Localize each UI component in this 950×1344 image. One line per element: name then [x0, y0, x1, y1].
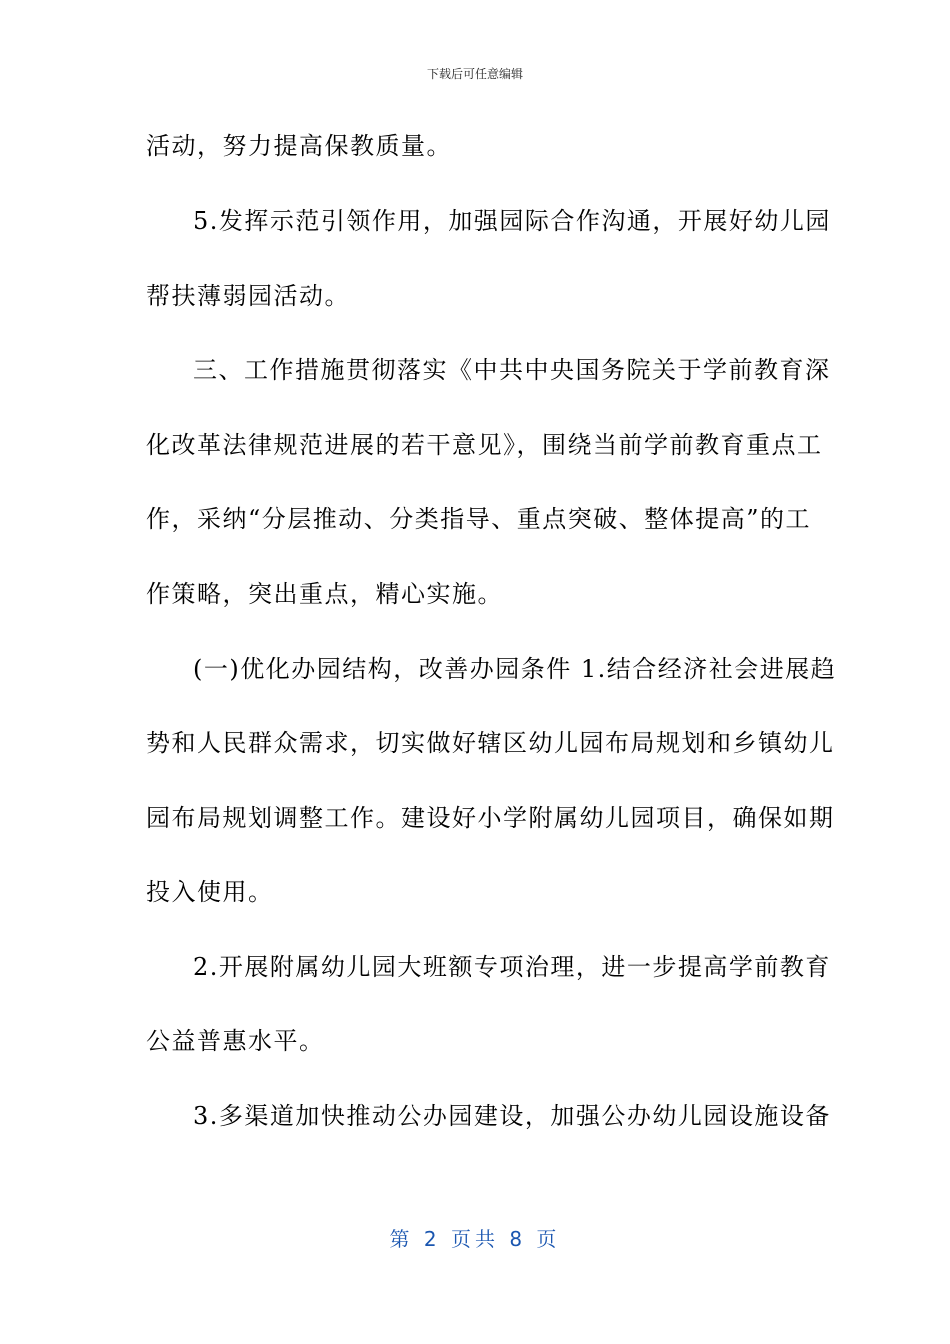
- body-line: 化改革法律规范进展的若干意见》，围绕当前学前教育重点工: [146, 431, 823, 459]
- page-number-label: 第 2 页共 8 页: [389, 1227, 561, 1251]
- body-line: 2.开展附属幼儿园大班额专项治理，进一步提高学前教育: [193, 953, 831, 981]
- body-line: 势和人民群众需求，切实做好辖区幼儿园布局规划和乡镇幼儿: [146, 729, 835, 757]
- body-line: 作，采纳“分层推动、分类指导、重点突破、整体提高”的工: [146, 505, 812, 533]
- header-note: 下载后可任意编辑: [426, 67, 523, 81]
- body-line: 公益普惠水平。: [146, 1027, 325, 1055]
- body-line: 活动，努力提高保教质量。: [146, 132, 452, 160]
- body-line: 投入使用。: [146, 878, 274, 906]
- page-number-footer: [0, 1226, 950, 1252]
- body-line: 3.多渠道加快推动公办园建设，加强公办幼儿园设施设备: [193, 1102, 831, 1130]
- body-line: 帮扶薄弱园活动。: [146, 282, 350, 310]
- body-line: 三、工作措施贯彻落实《中共中央国务院关于学前教育深: [193, 356, 831, 384]
- body-line: (一)优化办园结构，改善办园条件 1.结合经济社会进展趋: [193, 655, 837, 683]
- body-line: 园布局规划调整工作。建设好小学附属幼儿园项目，确保如期: [146, 804, 835, 832]
- body-line: 5.发挥示范引领作用，加强园际合作沟通，开展好幼儿园: [193, 207, 831, 235]
- body-line: 作策略，突出重点，精心实施。: [146, 580, 503, 608]
